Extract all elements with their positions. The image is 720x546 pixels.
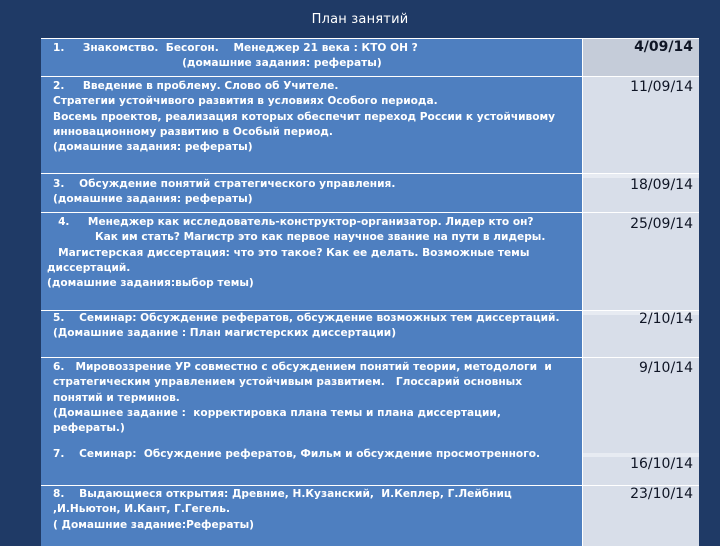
lesson-date: 9/10/14 xyxy=(639,360,693,376)
topic-line: стратегическим управлением устойчивым развитием. Глоссарий основных xyxy=(53,376,523,389)
topic-cell xyxy=(41,174,583,212)
topic-cell xyxy=(41,311,583,357)
table-row xyxy=(41,486,699,546)
topic-line: 2. Введение в проблему. Слово об Учителе. xyxy=(53,80,339,92)
lesson-date: 25/09/14 xyxy=(630,216,693,232)
topic-line: диссертаций. xyxy=(47,261,131,274)
topic-line: Восемь проектов, реализация которых обеспечит переход России к устойчивому xyxy=(53,110,556,123)
topic-line: ,И.Ньютон, И.Кант, Г.Гегель. xyxy=(53,503,231,516)
date-cell xyxy=(583,77,699,173)
table-row xyxy=(41,358,699,486)
topic-cell xyxy=(41,39,583,76)
topic-line: (домашние задания:выбор темы) xyxy=(47,277,254,290)
page-title: План занятий xyxy=(311,12,409,27)
lesson-date: 18/09/14 xyxy=(630,177,693,193)
topic-line: (Домашние задание : План магистерских диссертации) xyxy=(53,327,397,340)
topic-line: (Домашнее задание : корректировка плана темы и плана диссертации, xyxy=(53,406,501,419)
topic-line: 6. Мировоззрение УР совместно с обсуждением понятий теории, методологи и xyxy=(53,361,552,373)
table-row xyxy=(41,213,699,311)
topic-line: рефераты.) xyxy=(53,422,125,435)
table-row xyxy=(41,39,699,77)
topic-cell xyxy=(41,358,583,485)
table-row xyxy=(41,77,699,174)
topic-line: 8. Выдающиеся открытия: Древние, Н.Кузанский, И.Кеплер, Г.Лейбниц xyxy=(53,488,512,500)
topic-line: (домашние задания: рефераты) xyxy=(53,141,253,154)
schedule-table xyxy=(41,38,699,546)
date-cell xyxy=(583,486,699,546)
topic-line: 7. Семинар: Обсуждение рефератов, Фильм и обсуждение просмотренного. xyxy=(53,448,541,461)
date-cell xyxy=(583,213,699,310)
lesson-date: 2/10/14 xyxy=(639,311,693,327)
topic-cell xyxy=(41,486,583,546)
topic-line: 3. Обсуждение понятий стратегического управления. xyxy=(53,178,396,190)
table-row xyxy=(41,174,699,213)
lesson-date: 4/09/14 xyxy=(634,39,693,55)
topic-line: 4. Менеджер как исследователь-конструктор-организатор. Лидер кто он? xyxy=(47,216,534,228)
date-cell xyxy=(583,39,699,76)
date-cell xyxy=(583,311,699,357)
topic-cell xyxy=(41,213,583,310)
lesson-date: 11/09/14 xyxy=(630,79,693,95)
topic-line: 1. Знакомство. Бесогон. Менеджер 21 века : КТО ОН ? xyxy=(53,42,418,54)
topic-line: инновационному развитию в Особый период. xyxy=(53,125,333,138)
topic-line: Стратегии устойчивого развития в условиях Особого периода. xyxy=(53,95,438,108)
date-cell xyxy=(583,174,699,212)
lesson-date: 23/10/14 xyxy=(630,486,693,502)
topic-cell xyxy=(41,77,583,173)
topic-line: Магистерская диссертация: что это такое? Как ее делать. Возможные темы xyxy=(47,246,530,259)
topic-line: (домашние задания: рефераты) xyxy=(53,57,382,70)
topic-line: Как им стать? Магистр это как первое научное звание на пути в лидеры. xyxy=(47,231,546,244)
lesson-date: 16/10/14 xyxy=(630,456,693,472)
topic-line: (домашние задания: рефераты) xyxy=(53,193,253,206)
topic-line: 5. Семинар: Обсуждение рефератов, обсуждение возможных тем диссертаций. xyxy=(53,312,560,324)
topic-line: понятий и терминов. xyxy=(53,391,180,404)
topic-line: ( Домашние задание:Рефераты) xyxy=(53,518,255,531)
date-cell xyxy=(583,358,699,485)
table-row xyxy=(41,311,699,358)
